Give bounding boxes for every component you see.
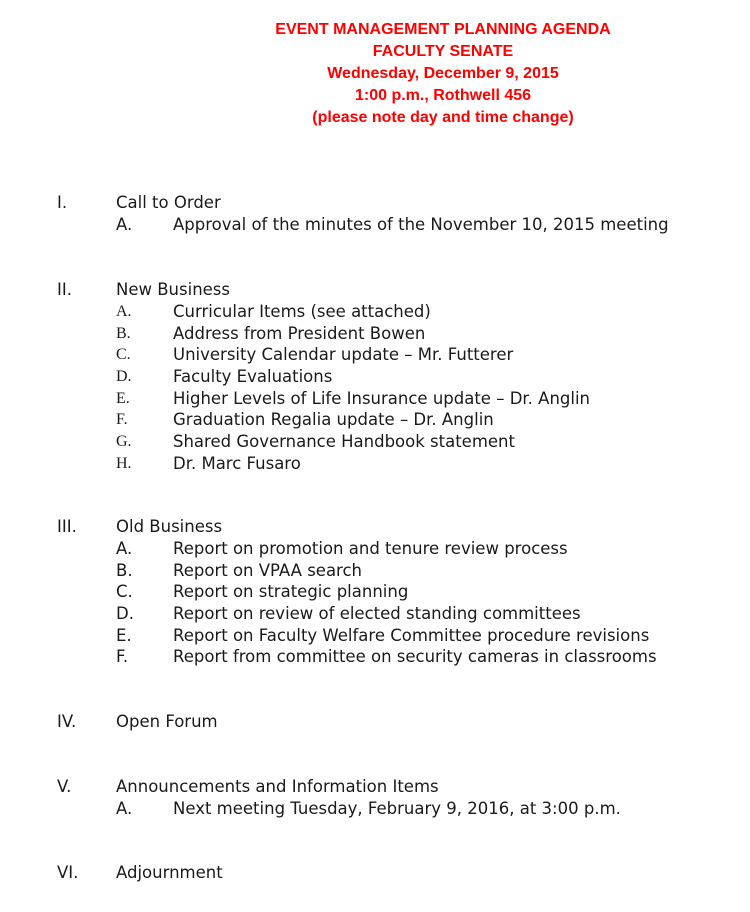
item-letter: A. [116,215,133,234]
header-note: (please note day and time change) [312,109,574,126]
agenda-item [0,366,750,388]
agenda-item [0,388,750,410]
agenda-section-call-to-order [0,192,750,236]
item-letter: C. [116,346,131,364]
section-heading [0,711,750,733]
item-letter: D. [116,604,134,624]
agenda-item [0,560,750,582]
item-letter: B. [116,324,131,342]
header-time-location: 1:00 p.m., Rothwell 456 [354,87,532,104]
item-letter: B. [116,560,133,580]
section-title: New Business [116,280,230,299]
agenda-item [0,538,750,560]
agenda-section-announcements [0,776,750,820]
agenda-item [0,409,750,431]
item-text: Dr. Marc Fusaro [173,453,301,473]
section-number: V. [57,777,72,796]
section-heading [0,776,750,798]
agenda-section-open-forum [0,711,750,733]
agenda-item [0,581,750,603]
agenda-item [0,214,750,236]
item-letter: E. [116,625,132,645]
section-number: II. [57,280,72,299]
section-number: VI. [57,863,79,882]
agenda-item [0,431,750,453]
agenda-item [0,603,750,625]
section-title: Announcements and Information Items [116,777,439,796]
item-text: Report on VPAA search [173,560,363,580]
section-number: IV. [57,712,77,731]
item-text: Faculty Evaluations [173,367,333,387]
section-number: III. [57,517,77,536]
section-title: Old Business [116,517,223,536]
section-title: Open Forum [116,712,218,731]
item-text: Report on review of elected standing committees [173,604,581,624]
section-title: Adjournment [116,863,223,882]
header-date: Wednesday, December 9, 2015 [327,65,559,82]
section-heading [0,862,750,884]
section-title: Call to Order [116,193,221,212]
item-letter: H. [116,454,132,472]
item-letter: G. [116,433,132,451]
item-letter: A. [116,539,133,558]
header-title: EVENT MANAGEMENT PLANNING AGENDA [275,21,611,38]
agenda-section-new-business [0,279,750,475]
item-letter: A. [116,799,133,818]
agenda-item [0,453,750,475]
item-text: Approval of the minutes of the November 10, 2015 meeting [173,215,669,234]
item-letter: D. [116,368,132,386]
section-heading [0,516,750,538]
item-text: Higher Levels of Life Insurance update – Dr. Anglin [173,388,591,408]
agenda-item [0,625,750,647]
item-text: Address from President Bowen [173,323,426,343]
item-text: Shared Governance Handbook statement [173,432,515,452]
section-heading [0,192,750,214]
agenda-item [0,344,750,366]
item-text: Report on strategic planning [173,582,409,602]
agenda-item [0,798,750,820]
item-letter: F. [116,647,129,667]
section-heading [0,279,750,301]
agenda-item [0,646,750,668]
agenda-item [0,323,750,345]
item-text: Graduation Regalia update – Dr. Anglin [173,410,494,430]
item-letter: A. [116,303,132,320]
item-text: Report on Faculty Welfare Committee procedure revisions [173,625,650,645]
item-letter: F. [116,411,128,429]
item-text: Report on promotion and tenure review process [173,539,568,558]
header-body: FACULTY SENATE [372,43,514,60]
agenda-header [0,19,750,129]
item-letter: C. [116,582,133,602]
agenda-item [0,301,750,323]
agenda-section-adjournment [0,862,750,884]
item-text: University Calendar update – Mr. Futterer [173,345,514,365]
agenda-section-old-business [0,516,750,668]
item-text: Report from committee on security cameras in classrooms [173,647,657,667]
item-text: Next meeting Tuesday, February 9, 2016, at 3:00 p.m. [173,799,621,818]
item-text: Curricular Items (see attached) [173,302,431,321]
section-number: I. [57,193,68,212]
item-letter: E. [116,389,130,407]
